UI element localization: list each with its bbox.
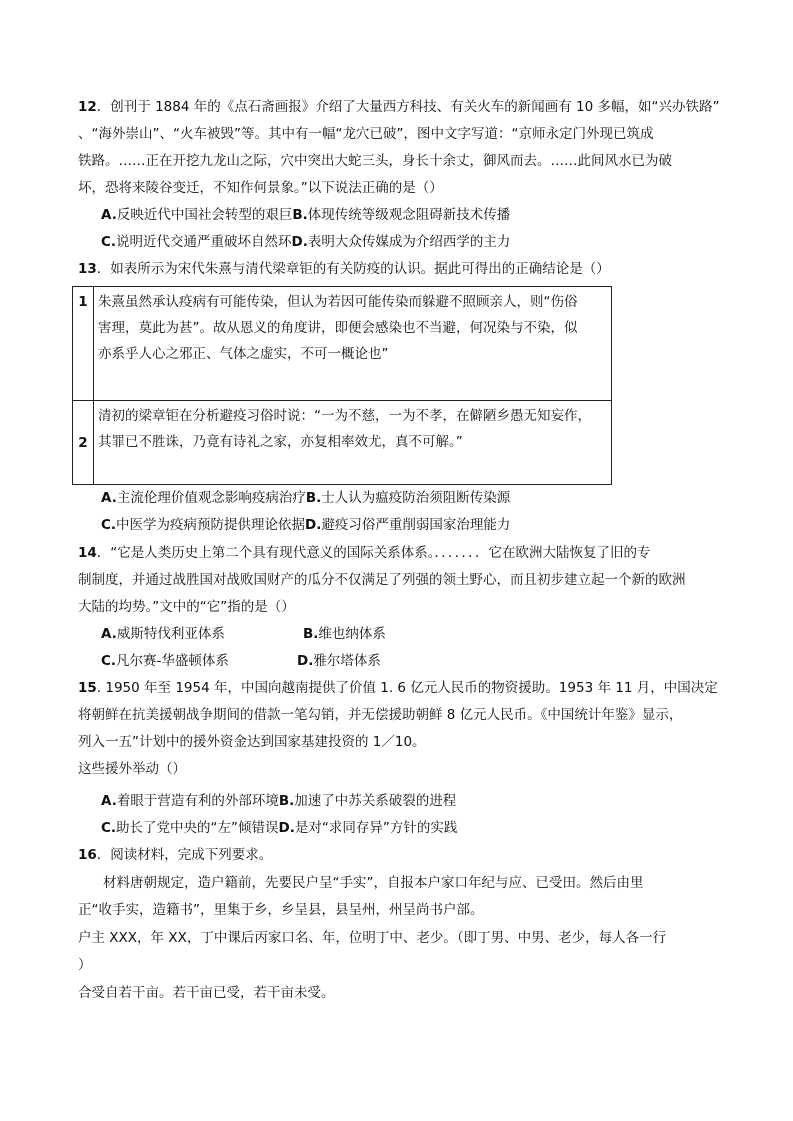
q16-stem: 16．阅读材料，完成下列要求。 — [78, 847, 273, 863]
q13-table — [72, 286, 612, 485]
q13-option-b-letter: B. — [305, 490, 322, 506]
q14-stem-line-3: 大陆的均势。”文中的“它”指的是（） — [78, 599, 295, 615]
q12-option-row-1 — [101, 205, 510, 225]
q16-material-line-5: 合受自若干亩。若干亩已受，若干亩未受。 — [78, 985, 335, 1001]
q13-row-1-number: 1 — [73, 287, 94, 401]
q14-option-c-letter: C. — [101, 653, 117, 669]
q15-option-b-letter: B. — [278, 793, 295, 809]
q13-row-2-text: 清初的梁章钜在分析避疫习俗时说：“一为不慈，一为不孝，在僻陋乡愚无知妄作， 其罪已不胜诛，乃竟有诗礼之家，亦复相率效尤，真不可解。” — [94, 401, 612, 485]
q15-stem-line-2: 将朝鲜在抗美援朝战争期间的借款一笔勾销，并无偿援助朝鲜 8 亿元人民币。《中国统计年鉴》显示， — [78, 707, 683, 723]
q13-option-row-1 — [101, 488, 510, 508]
q15-option-d-letter: D. — [278, 820, 295, 836]
q13-row-2-number: 2 — [73, 401, 94, 485]
q13-row-1-text: 朱熹虽然承认疫病有可能传染，但认为若因可能传染而躲避不照顾亲人，则“伤俗 害理，莫此为甚”。故从恩义的角度讲，即便会感染也不当避，何况染与不染，似 亦系乎人心之邪正、气体之虚实，不可一概论也” — [94, 287, 612, 401]
q12-option-c: 说明近代交通严重破坏自然环 — [116, 234, 292, 250]
q13-option-a-letter: A. — [101, 490, 117, 506]
q14-option-d-letter: D. — [297, 653, 314, 669]
q13-table-row-1 — [73, 287, 612, 401]
q12-option-b-letter: B. — [292, 207, 308, 223]
q13-option-a: 主流伦理价值观念影响疫病治疗 — [116, 490, 306, 506]
q12-option-d: 表明大众传媒成为介绍西学的主力 — [307, 234, 511, 250]
q14-option-b: B.维也纳体系 — [303, 626, 386, 642]
q16-material-line-4: ） — [78, 957, 92, 973]
q14-option-a-letter: A. — [101, 626, 117, 642]
q15-option-a-letter: A. — [101, 793, 117, 809]
q15-number: 15 — [78, 680, 97, 696]
q14-option-d: D.雅尔塔体系 — [297, 653, 381, 669]
q15-option-row-2 — [101, 818, 457, 838]
q12-stem-line-2: 、“海外崇山”、“火车被毁”等。其中有一幅“龙穴已破”，图中文字写道：“京师永定门外现已筑成 — [78, 126, 654, 142]
q13-table-row-2 — [73, 401, 612, 485]
q15-stem-line-4: 这些援外举动（） — [78, 761, 186, 777]
q12-option-c-letter: C. — [101, 234, 117, 250]
q12-stem-line-4: 坏，恐将来陵谷变迁，不知作何景象。”以下说法正确的是（） — [78, 180, 443, 196]
q12-option-a: 反映近代中国社会转型的艰巨 — [116, 207, 293, 223]
q15-option-row-1 — [101, 791, 456, 811]
q13-stem: 13．如表所示为宋代朱熹与清代梁章钜的有关防疫的认识。据此可得出的正确结论是（） — [78, 261, 610, 277]
q15-option-b: 加速了中苏关系破裂的进程 — [294, 793, 457, 809]
q14-option-c: C.凡尔赛-华盛顿体系 — [101, 653, 229, 669]
q15-option-c-letter: C. — [101, 820, 117, 836]
q13-option-c: 中医学为疫病预防提供理论依据 — [116, 517, 306, 533]
q16-material-line-3: 户主 XXX，年 XX，丁中课后丙家口名、年，位明丁中、老少。（即丁男、中男、老少，每人各一行 — [78, 930, 667, 946]
q12-option-a-letter: A. — [101, 207, 117, 223]
q14-number: 14 — [78, 545, 97, 561]
q15-option-d: 是对“求同存异”方针的实践 — [294, 820, 458, 836]
q12-option-d-letter: D. — [291, 234, 308, 250]
q13-option-b: 士人认为瘟疫防治须阻断传染源 — [321, 490, 511, 506]
q12-number: 12 — [78, 99, 97, 115]
q15-option-c: 助长了党中央的“左”倾错误 — [116, 820, 279, 836]
q12-option-b: 体现传统等级观念阻碍新技术传播 — [307, 207, 511, 223]
q15-option-a: 着眼于营造有利的外部环境 — [116, 793, 279, 809]
q14-stem-line-2: 制制度，并通过战胜国对战败国财产的瓜分不仅满足了列强的领土野心，而且初步建立起一个新的欧洲 — [78, 572, 686, 588]
q16-number: 16 — [78, 847, 97, 863]
q16-material-line-2: 正“收手实，造籍书”，里集于乡，乡呈县，县呈州，州呈尚书户部。 — [78, 902, 484, 918]
q12-stem-line-3: 铁路。……正在开挖九龙山之际，穴中突出大蛇三头，身长十余丈，御风而去。……此间风水已为破 — [78, 153, 672, 169]
q15-stem-line-3: 列入一五”计划中的援外资金达到国家基建投资的 1／10。 — [78, 734, 426, 750]
q14-option-a: A.威斯特伐利亚体系 — [101, 626, 225, 642]
q16-material-line-1: 材料唐朝规定，造户籍前，先要民户呈“手实”，自报本户家口年纪与应、已受田。然后由里 — [103, 875, 644, 891]
q14-option-b-letter: B. — [303, 626, 319, 642]
q13-option-c-letter: C. — [101, 517, 117, 533]
q14-stem-line-1: 14．“它是人类历史上第二个具有现代意义的国际关系体系。．．．．．．．它在欧洲大陆恢复了旧的专 — [78, 545, 651, 561]
q12-option-row-2 — [101, 232, 510, 252]
q13-option-d: 避疫习俗严重削弱国家治理能力 — [321, 517, 511, 533]
q12-stem-line-1: 12．创刊于 1884 年的《点石斋画报》介绍了大量西方科技、有关火车的新闻画有 10 多幅，如“兴办铁路” — [78, 99, 720, 115]
q13-option-row-2 — [101, 515, 510, 535]
q13-number: 13 — [78, 261, 97, 277]
q13-option-d-letter: D. — [305, 517, 322, 533]
q15-stem-line-1: 15. 1950 年至 1954 年，中国向越南提供了价值 1. 6 亿元人民币的物资援助。1953 年 11 月，中国决定 — [78, 680, 718, 696]
